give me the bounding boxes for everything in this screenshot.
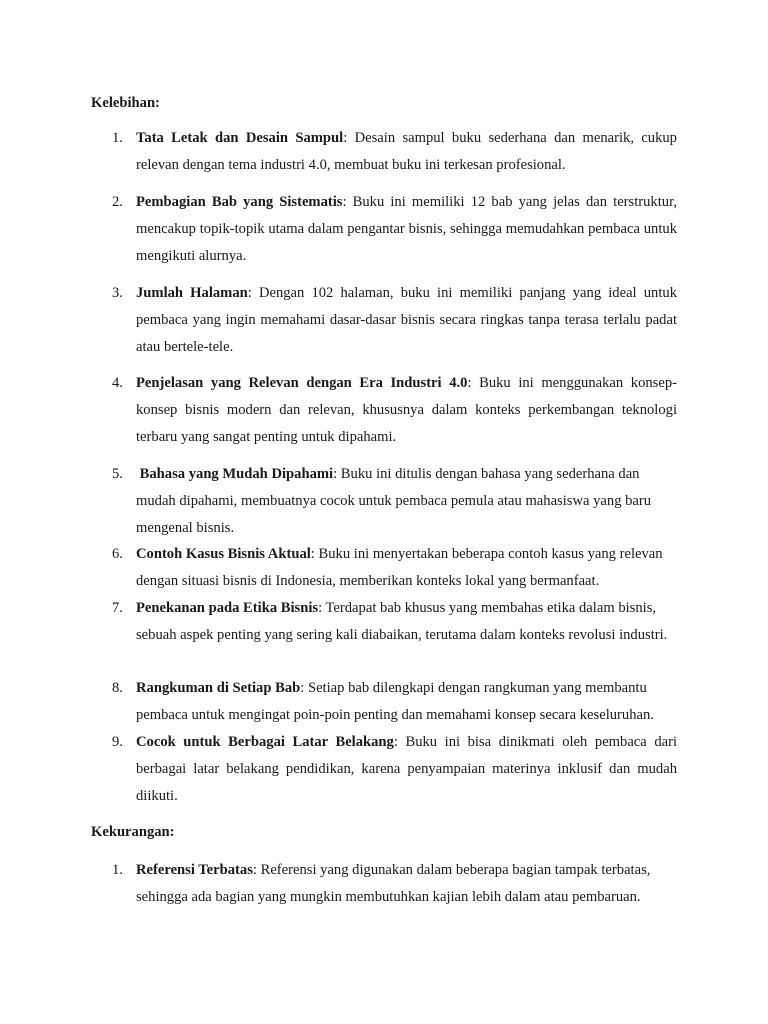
item-description: : Buku ini memiliki 12 bab yang jelas dan terstruktur, mencakup topik-topik utama dalam pengantar bisnis, sehingga memudahkan pembaca untuk mengikuti alurnya. <box>136 194 677 264</box>
item-description: : Buku ini menyertakan beberapa contoh kasus yang relevan dengan situasi bisnis di Indonesia, memberikan konteks lokal yang bermanfaat. <box>136 546 663 589</box>
item-description: : Setiap bab dilengkapi dengan rangkuman yang membantu pembaca untuk mengingat poin-poin penting dan memahami konsep secara keseluruhan. <box>136 680 654 723</box>
item-number: 5. <box>112 466 123 482</box>
item-number: 8. <box>112 680 123 696</box>
item-term: Cocok untuk Berbagai Latar Belakang <box>136 734 394 750</box>
item-text <box>136 541 677 595</box>
item-term: Contoh Kasus Bisnis Aktual <box>136 546 311 562</box>
item-number: 1. <box>112 862 123 878</box>
item-description: : Desain sampul buku sederhana dan menarik, cukup relevan dengan tema industri 4.0, membuat buku ini terkesan profesional. <box>136 130 677 173</box>
item-term: Bahasa yang Mudah Dipahami <box>136 466 334 482</box>
item-description: : Buku ini menggunakan konsep-konsep bisnis modern dan relevan, khususnya dalam konteks perkembangan teknologi terbaru yang sangat penting untuk dipahami. <box>136 375 677 445</box>
item-description: : Referensi yang digunakan dalam beberapa bagian tampak terbatas, sehingga ada bagian yang mungkin membutuhkan kajian lebih dalam atau pembaruan. <box>136 862 651 905</box>
item-text <box>136 729 677 810</box>
item-term: Referensi Terbatas <box>136 862 253 878</box>
item-term: Rangkuman di Setiap Bab <box>136 680 301 696</box>
item-text <box>136 125 677 179</box>
item-number: 2. <box>112 194 123 210</box>
heading-kelebihan: Kelebihan: <box>91 95 160 111</box>
item-term: Pembagian Bab yang Sistematis <box>136 194 343 210</box>
item-text <box>136 280 677 361</box>
item-term: Penekanan pada Etika Bisnis <box>136 600 319 616</box>
item-number: 7. <box>112 600 123 616</box>
heading-kekurangan: Kekurangan: <box>91 824 175 840</box>
item-term: Penjelasan yang Relevan dengan Era Industri 4.0 <box>136 375 468 391</box>
item-term: Jumlah Halaman <box>136 285 248 301</box>
item-description: : Buku ini ditulis dengan bahasa yang sederhana dan mudah dipahami, membuatnya cocok untuk pembaca pemula atau mahasiswa yang baru mengenal bisnis. <box>136 466 652 536</box>
item-text <box>136 370 677 451</box>
item-description: : Buku ini bisa dinikmati oleh pembaca dari berbagai latar belakang pendidikan, karena penyampaian materinya inklusif dan mudah diikuti. <box>136 734 678 804</box>
item-number: 4. <box>112 375 123 391</box>
item-number: 3. <box>112 285 123 301</box>
item-number: 1. <box>112 130 123 146</box>
item-text <box>136 857 677 911</box>
item-term: Tata Letak dan Desain Sampul <box>136 130 344 146</box>
item-number: 6. <box>112 546 123 562</box>
item-description: : Dengan 102 halaman, buku ini memiliki panjang yang ideal untuk pembaca yang ingin memahami dasar-dasar bisnis secara ringkas tanpa terasa terlalu padat atau bertele-tele. <box>136 285 677 355</box>
item-text <box>136 675 677 729</box>
item-number: 9. <box>112 734 123 750</box>
item-text <box>136 595 677 649</box>
item-text <box>136 189 677 270</box>
item-description: : Terdapat bab khusus yang membahas etika dalam bisnis, sebuah aspek penting yang sering kali diabaikan, terutama dalam konteks revolusi industri. <box>136 600 668 643</box>
item-text <box>136 461 677 542</box>
